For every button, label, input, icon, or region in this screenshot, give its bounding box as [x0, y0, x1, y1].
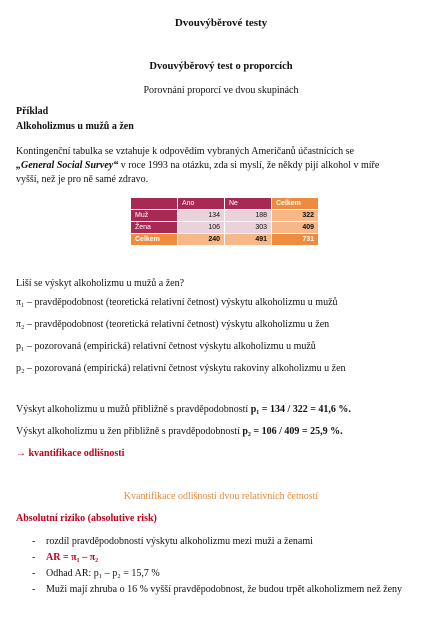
table-cell: 731	[272, 234, 319, 246]
abs-risk-list-wrap	[16, 535, 426, 599]
table-cell: 491	[225, 234, 272, 246]
estimate-men-text: Výskyt alkoholizmu u mužů přibližně s pravděpodobností	[16, 404, 249, 415]
row-label: Žena	[131, 222, 178, 234]
definition-item: π₁ – pravděpodobnost (teoretická relativní četnost) výskytu alkoholizmu u mužů	[16, 297, 338, 308]
table-header-cell	[131, 198, 178, 210]
section-title: Dvouvýběrový test o proporcích	[149, 61, 293, 72]
intro-line-1: Kontingenční tabulka se vztahuje k odpovědím vybraných Američanů účastnících se	[16, 146, 354, 157]
row-label: Muž	[131, 210, 178, 222]
table-cell: 134	[178, 210, 225, 222]
list-item: - Muži mají zhruba o 16 % vyšší pravděpodobnost, že budou trpět alkoholizmem než ženy	[16, 583, 426, 596]
table-header-cell: Celkem	[272, 198, 319, 210]
list-item: - rozdíl pravděpodobností výskytu alkoholizmu mezi muži a ženami	[16, 535, 426, 548]
abs-risk-title: Absolutní riziko (absolutive risk)	[16, 513, 157, 524]
table-header-cell: Ano	[178, 198, 225, 210]
row-label: Celkem	[131, 234, 178, 246]
example-intro	[16, 145, 426, 187]
list-item: - AR = π₁ – π₂	[16, 551, 426, 564]
table-row	[131, 210, 319, 222]
intro-line-3: vyšší, než je pro ně samé zdravo.	[16, 174, 149, 185]
example-title: Alkoholizmus u mužů a žen	[16, 121, 134, 132]
list-item: - Odhad AR: p₁ – p₂ = 15,7 %	[16, 567, 426, 580]
quantification-title: Kvantifikace odlišnosti dvou relativních četností	[123, 491, 319, 502]
abs-risk-list	[16, 535, 426, 596]
estimate-women	[16, 426, 426, 437]
table-header-cell: Ne	[225, 198, 272, 210]
estimate-men	[16, 404, 426, 415]
table-cell: 240	[178, 234, 225, 246]
table-row	[131, 222, 319, 234]
table-cell: 409	[272, 222, 319, 234]
section-subtitle: Porovnání proporcí ve dvou skupinách	[143, 85, 299, 96]
table-header-row	[131, 198, 319, 210]
table-total-row	[131, 234, 319, 246]
definition-item: p₁ – pozorovaná (empirická) relativní četnost výskytu alkoholizmu u mužů	[16, 341, 316, 352]
estimate-men-value: p₁ = 134 / 322 = 41,6 %.	[250, 404, 351, 415]
estimate-women-value: p₂ = 106 / 409 = 25,9 %.	[242, 426, 343, 437]
example-label: Příklad	[16, 106, 49, 117]
table-cell: 322	[272, 210, 319, 222]
question: Liší se výskyt alkoholizmu u mužů a žen?	[16, 278, 185, 289]
table-cell: 106	[178, 222, 225, 234]
table-cell: 188	[225, 210, 272, 222]
document-title: Dvouvýběrové testy	[174, 17, 268, 29]
estimate-women-text: Výskyt alkoholizmu u žen přibližně s pravděpodobností	[16, 426, 240, 437]
definition-item: π₂ – pravděpodobnost (teoretická relativní četnost) výskytu alkoholizmu u žen	[16, 319, 330, 330]
intro-quote: „General Social Survey“	[16, 160, 119, 171]
table-cell: 303	[225, 222, 272, 234]
definition-item: p₂ – pozorovaná (empirická) relativní četnost výskytu rakoviny alkoholizmu u žen	[16, 363, 346, 374]
contingency-table	[130, 197, 319, 246]
intro-rest: v roce 1993 na otázku, zda si myslí, že někdy pijí alkohol v míře	[118, 160, 380, 171]
arrow-quantification: → kvantifikace odlišnosti	[16, 448, 125, 459]
contingency-table-wrap	[130, 197, 319, 246]
intro-line-2	[16, 159, 426, 173]
